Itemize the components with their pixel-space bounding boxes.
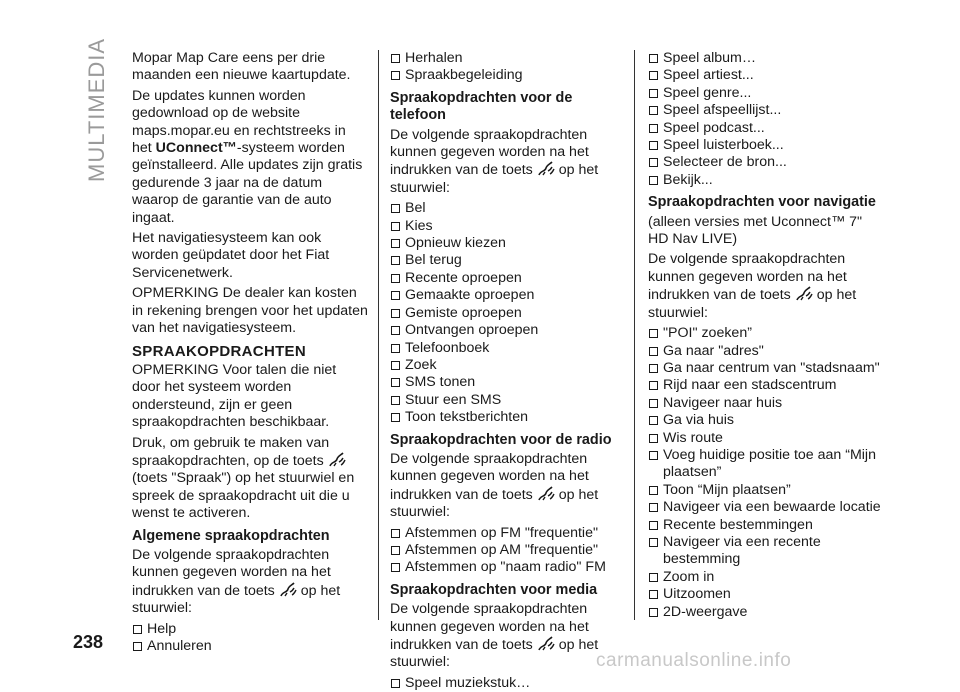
text: De volgende spraakopdrachten kunnen gegeven worden na het indrukken van de toets: [648, 251, 847, 304]
checkbox-bullet-icon: [391, 361, 400, 370]
list-item-label: 2D-weergave: [663, 603, 748, 620]
checkbox-bullet-icon: [649, 106, 658, 115]
checkbox-bullet-icon: [649, 416, 658, 425]
list-item: [648, 586, 884, 603]
voice-command-icon: [537, 486, 555, 502]
command-list: [390, 200, 626, 426]
checkbox-bullet-icon: [649, 608, 658, 617]
list-item: [390, 200, 626, 217]
list-item-label: Bel terug: [405, 252, 462, 269]
list-item-label: Recente bestemmingen: [663, 516, 813, 533]
list-item-label: Gemiste oproepen: [405, 304, 522, 321]
list-item-label: Wis route: [663, 429, 723, 446]
text: op het stuurwiel:: [648, 287, 857, 321]
checkbox-bullet-icon: [649, 381, 658, 390]
list-item-label: Toon tekstberichten: [405, 409, 529, 426]
checkbox-bullet-icon: [391, 291, 400, 300]
checkbox-bullet-icon: [391, 326, 400, 335]
list-item-label: Ga naar centrum van "stadsnaam": [663, 359, 880, 376]
list-item-label: Toon “Mijn plaatsen”: [663, 481, 791, 498]
list-item-label: Speel album…: [663, 50, 757, 66]
list-item-label: Afstemmen op AM "frequentie": [405, 541, 599, 558]
text: De volgende spraakopdrachten kunnen gegeven worden na het indrukken van de toets: [390, 126, 589, 179]
section-title: MULTIMEDIA: [84, 37, 109, 182]
checkbox-bullet-icon: [391, 274, 400, 283]
text: op het stuurwiel:: [390, 637, 599, 671]
list-item: [648, 395, 884, 412]
text: De volgende spraakopdrachten kunnen gegeven worden na het indrukken van de toets: [132, 546, 331, 599]
list-item: [648, 604, 884, 621]
text: -systeem worden geïnstalleerd. Alle updates zijn gratis gedurende 3 jaar na de datum waarop de garantie van de auto ingaat.: [132, 140, 363, 226]
paragraph: [132, 547, 368, 618]
list-item-label: SMS tonen: [405, 374, 476, 391]
checkbox-bullet-icon: [649, 347, 658, 356]
checkbox-bullet-icon: [649, 329, 658, 338]
paragraph: [390, 127, 626, 198]
text: Druk, om gebruik te maken van spraakopdrachten, op de toets: [132, 434, 330, 469]
list-item: [390, 525, 626, 542]
list-item-label: Zoom in: [663, 568, 715, 585]
checkbox-bullet-icon: [649, 176, 658, 185]
checkbox-bullet-icon: [133, 642, 142, 651]
text: De volgende spraakopdrachten kunnen gegeven worden na het indrukken van de toets: [390, 450, 589, 503]
list-item: [390, 305, 626, 322]
checkbox-bullet-icon: [649, 503, 658, 512]
checkbox-bullet-icon: [649, 538, 658, 547]
command-list: [648, 50, 884, 189]
list-item-label: Speel podcast...: [663, 119, 765, 136]
checkbox-bullet-icon: [649, 89, 658, 98]
subheading: Spraakopdrachten voor de telefoon: [390, 89, 573, 124]
column-1: [132, 50, 368, 655]
checkbox-bullet-icon: [391, 546, 400, 555]
paragraph: (alleen versies met Uconnect™ 7" HD Nav LIVE): [648, 213, 862, 248]
page-number: 238: [73, 632, 104, 652]
column-divider: [634, 50, 635, 620]
section-heading: SPRAAKOPDRACHTEN: [132, 342, 306, 360]
voice-command-icon: [537, 161, 555, 177]
list-item-label: Speel muziekstuk…: [405, 674, 531, 691]
paragraph: OPMERKING Voor talen die niet door het systeem worden ondersteund, zijn er geen spraakopdrachten beschikbaar.: [132, 361, 337, 431]
list-item: [648, 517, 884, 534]
list-item: [390, 50, 626, 67]
checkbox-bullet-icon: [391, 378, 400, 387]
list-item-label: Opnieuw kiezen: [405, 235, 506, 252]
watermark: carmanualsonline.info: [596, 650, 792, 671]
list-item: [648, 343, 884, 360]
column-3: [648, 50, 884, 621]
voice-command-icon: [537, 636, 555, 652]
checkbox-bullet-icon: [649, 399, 658, 408]
list-item-label: Rijd naar een stadscentrum: [663, 377, 837, 394]
subheading: Spraakopdrachten voor navigatie: [648, 194, 876, 211]
checkbox-bullet-icon: [649, 54, 658, 63]
subheading: Algemene spraakopdrachten: [132, 527, 330, 544]
list-item-label: Ontvangen oproepen: [405, 322, 539, 339]
command-list: [390, 50, 626, 85]
checkbox-bullet-icon: [649, 71, 658, 80]
list-item: [390, 409, 626, 426]
list-item: [390, 218, 626, 235]
list-item-label: Navigeer naar huis: [663, 394, 783, 411]
list-item-label: Ga via huis: [663, 412, 734, 429]
checkbox-bullet-icon: [391, 563, 400, 572]
list-item-label: Speel artiest...: [663, 67, 754, 84]
subheading: Spraakopdrachten voor de radio: [390, 431, 612, 448]
checkbox-bullet-icon: [391, 239, 400, 248]
list-item: [648, 137, 884, 154]
list-item-label: Gemaakte oproepen: [405, 287, 535, 304]
paragraph: OPMERKING De dealer kan kosten in rekening brengen voor het updaten van het navigatiesysteem.: [132, 285, 368, 337]
list-item: [648, 447, 884, 482]
checkbox-bullet-icon: [649, 141, 658, 150]
checkbox-bullet-icon: [391, 222, 400, 231]
list-item: [132, 621, 368, 638]
list-item: [648, 154, 884, 171]
voice-command-icon: [279, 582, 297, 598]
list-item-label: Uitzoomen: [663, 586, 731, 603]
list-item-label: Navigeer via een bewaarde locatie: [663, 499, 881, 516]
checkbox-bullet-icon: [391, 344, 400, 353]
paragraph: [390, 451, 626, 522]
command-list: [132, 621, 368, 656]
checkbox-bullet-icon: [391, 529, 400, 538]
list-item-label: Selecteer de bron...: [663, 154, 787, 171]
list-item-label: "POI" zoeken”: [663, 325, 752, 342]
list-item: [390, 235, 626, 252]
list-item: [648, 377, 884, 394]
list-item: [390, 270, 626, 287]
voice-command-icon: [795, 286, 813, 302]
list-item-label: Ga naar "adres": [663, 342, 764, 359]
text: (toets "Spraak") op het stuurwiel en spreek de spraakopdracht uit die u wenst te activeren.: [132, 470, 355, 522]
list-item: [648, 120, 884, 137]
paragraph: Mopar Map Care eens per drie maanden een nieuwe kaartupdate.: [132, 50, 351, 84]
list-item-label: Afstemmen op "naam radio" FM: [405, 559, 606, 576]
list-item-label: Kies: [405, 217, 433, 234]
checkbox-bullet-icon: [649, 573, 658, 582]
list-item: [648, 482, 884, 499]
text: De volgende spraakopdrachten kunnen gegeven worden na het indrukken van de toets: [390, 601, 589, 653]
checkbox-bullet-icon: [391, 396, 400, 405]
column-2: [390, 50, 626, 692]
list-item: [390, 287, 626, 304]
list-item: [648, 412, 884, 429]
checkbox-bullet-icon: [391, 256, 400, 265]
checkbox-bullet-icon: [649, 434, 658, 443]
list-item-label: Navigeer via een recente bestemming: [663, 533, 821, 568]
paragraph: [132, 435, 368, 523]
checkbox-bullet-icon: [391, 679, 400, 688]
list-item: [648, 534, 884, 569]
command-list: [390, 675, 626, 692]
checkbox-bullet-icon: [649, 124, 658, 133]
text: De updates kunnen worden gedownload op de website maps.mopar.eu en rechtstreeks in het: [132, 87, 346, 157]
checkbox-bullet-icon: [649, 486, 658, 495]
list-item-label: Bekijk...: [663, 171, 713, 188]
list-item-label: Spraakbegeleiding: [405, 67, 523, 84]
paragraph: [648, 251, 884, 322]
list-item: [648, 499, 884, 516]
list-item: [132, 638, 368, 655]
list-item: [390, 559, 626, 576]
voice-command-icon: [328, 452, 346, 468]
checkbox-bullet-icon: [649, 364, 658, 373]
list-item-label: Herhalen: [405, 50, 463, 66]
checkbox-bullet-icon: [649, 590, 658, 599]
text: op het stuurwiel:: [390, 486, 599, 521]
list-item: [648, 172, 884, 189]
list-item: [390, 67, 626, 84]
list-item: [648, 569, 884, 586]
list-item: [390, 542, 626, 559]
paragraph: [390, 601, 626, 672]
list-item: [648, 430, 884, 447]
list-item: [648, 67, 884, 84]
list-item-label: Voeg huidige positie toe aan “Mijn plaatsen”: [663, 446, 876, 481]
list-item: [648, 85, 884, 102]
paragraph: [132, 88, 368, 227]
checkbox-bullet-icon: [133, 625, 142, 634]
column-divider: [378, 50, 379, 620]
checkbox-bullet-icon: [391, 204, 400, 213]
list-item-label: Speel afspeellijst...: [663, 102, 782, 119]
list-item-label: Speel genre...: [663, 84, 752, 101]
checkbox-bullet-icon: [391, 309, 400, 318]
list-item: [390, 392, 626, 409]
list-item: [648, 50, 884, 67]
list-item-label: Recente oproepen: [405, 269, 522, 286]
list-item: [648, 102, 884, 119]
list-item-label: Afstemmen op FM "frequentie": [405, 524, 599, 541]
list-item-label: Bel: [405, 200, 426, 217]
brand-name: UConnect™: [155, 140, 237, 157]
command-list: [648, 325, 884, 621]
list-item-label: Annuleren: [147, 638, 212, 654]
list-item-label: Stuur een SMS: [405, 391, 502, 408]
list-item-label: Help: [147, 620, 177, 637]
list-item-label: Zoek: [405, 356, 437, 373]
list-item: [390, 374, 626, 391]
list-item: [648, 325, 884, 342]
list-item: [390, 322, 626, 339]
checkbox-bullet-icon: [391, 71, 400, 80]
checkbox-bullet-icon: [391, 413, 400, 422]
checkbox-bullet-icon: [391, 54, 400, 63]
text: op het stuurwiel:: [132, 582, 341, 617]
list-item-label: Telefoonboek: [405, 339, 490, 356]
list-item-label: Speel luisterboek...: [663, 137, 784, 154]
list-item: [390, 675, 626, 692]
list-item: [390, 340, 626, 357]
list-item: [390, 357, 626, 374]
command-list: [390, 525, 626, 577]
checkbox-bullet-icon: [649, 158, 658, 167]
subheading: Spraakopdrachten voor media: [390, 581, 598, 598]
list-item: [648, 360, 884, 377]
checkbox-bullet-icon: [649, 521, 658, 530]
text: op het stuurwiel:: [390, 162, 599, 196]
checkbox-bullet-icon: [649, 451, 658, 460]
list-item: [390, 252, 626, 269]
paragraph: Het navigatiesysteem kan ook worden geüpdatet door het Fiat Servicenetwerk.: [132, 230, 330, 281]
